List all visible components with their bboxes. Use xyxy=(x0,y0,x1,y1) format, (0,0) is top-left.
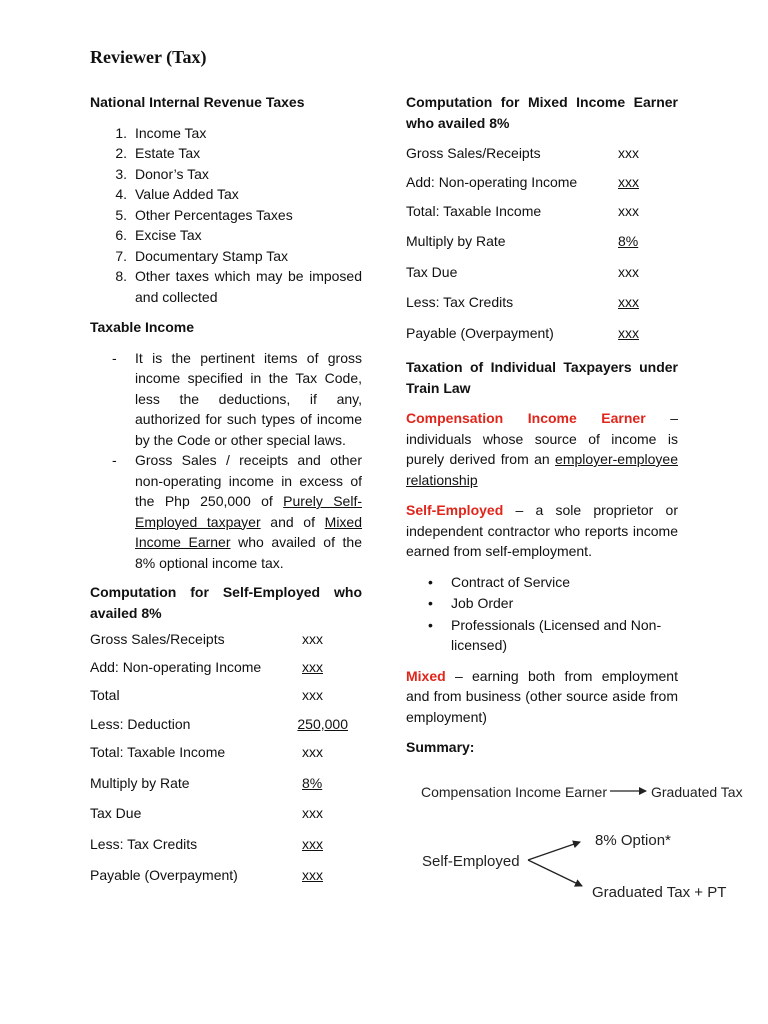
comp-row: Total: Taxable Income xxx xyxy=(90,744,323,760)
taxable-income-heading: Taxable Income xyxy=(90,319,195,335)
compensation-definition: Compensation Income Earner – individuals whose source of income is purely derived from an employer-employee relationship xyxy=(406,410,678,488)
list-item: 1. Income Tax xyxy=(115,124,207,141)
comp-row: Add: Non-operating Income xxx xyxy=(90,659,323,675)
list-item: - It is the pertinent items of gross income specified in the Tax Code, less the deductions, if any, authorized for such types of income by the Code or other special laws. xyxy=(112,349,362,448)
right-column xyxy=(406,92,678,758)
nirt-heading: National Internal Revenue Taxes xyxy=(90,94,305,110)
comp-row: Payable (Overpayment) xxx xyxy=(406,325,639,341)
graduated-tax-pt-label: Graduated Tax + PT xyxy=(592,884,727,901)
comp-row: Less: Deduction 250,000 xyxy=(90,716,348,732)
comp-row: Gross Sales/Receipts xxx xyxy=(90,631,323,647)
self-employed-list xyxy=(406,572,678,656)
nirt-list xyxy=(90,123,362,308)
list-item: 7. Documentary Stamp Tax xyxy=(115,247,289,264)
list-item: 4. Value Added Tax xyxy=(115,186,239,202)
self-employed-comp-heading: Computation for Self-Employed who availed 8% xyxy=(90,584,362,621)
comp-row: Less: Tax Credits xxx xyxy=(90,836,323,852)
comp-row: Multiply by Rate 8% xyxy=(406,233,639,249)
self-employed-term: Self-Employed xyxy=(406,502,504,518)
comp-row: Tax Due xxx xyxy=(406,264,639,280)
list-item: • Contract of Service xyxy=(428,573,571,590)
list-item: - Gross Sales / receipts and other non-operating income in excess of the Php 250,000 of Purely Self-Employed taxpayer and of Mixed Income Earner who availed of the 8% optional income tax. xyxy=(112,452,363,571)
self-employed-definition: Self-Employed – a sole proprietor or independent contractor who reports income earned from self-employment. xyxy=(406,502,678,559)
mixed-computation xyxy=(406,143,678,351)
purely-self-employed-term: Purely Self-Employed taxpayer xyxy=(135,493,362,530)
comp-row: Total xxx xyxy=(90,687,323,703)
document-title: Reviewer (Tax) xyxy=(90,47,207,67)
train-heading: Taxation of Individual Taxpayers under Train Law xyxy=(406,359,678,396)
comp-row: Gross Sales/Receipts xxx xyxy=(406,145,639,161)
list-item: 3. Donor’s Tax xyxy=(115,165,209,182)
comp-row: Multiply by Rate 8% xyxy=(90,775,323,791)
compensation-earner-label: Compensation Income Earner xyxy=(421,784,607,800)
list-item: • Professionals (Licensed and Non-licensed) xyxy=(428,616,662,653)
self-employed-label: Self-Employed xyxy=(422,853,520,870)
comp-row: Add: Non-operating Income xxx xyxy=(406,174,639,190)
taxable-income-list xyxy=(90,348,362,574)
list-item: 6. Excise Tax xyxy=(115,227,202,243)
list-item: • Job Order xyxy=(428,595,514,611)
eight-percent-option-label: 8% Option* xyxy=(595,832,671,849)
mixed-term: Mixed xyxy=(406,667,446,684)
graduated-tax-label: Graduated Tax xyxy=(651,784,743,800)
comp-row: Total: Taxable Income xxx xyxy=(406,203,639,219)
mixed-comp-heading: Computation for Mixed Income Earner who availed 8% xyxy=(406,94,678,131)
arrow-up-right-icon xyxy=(528,842,580,860)
mixed-income-earner-term: Mixed Income Earner xyxy=(135,513,363,550)
list-item: 8. Other taxes which may be imposed and collected xyxy=(115,268,362,305)
list-item: 2. Estate Tax xyxy=(115,145,201,161)
compensation-term: Compensation Income Earner xyxy=(406,410,646,426)
comp-row: Less: Tax Credits xxx xyxy=(406,294,639,310)
self-employed-computation xyxy=(90,629,362,893)
arrow-down-right-icon xyxy=(528,860,582,886)
summary-diagram xyxy=(406,768,756,908)
list-item: 5. Other Percentages Taxes xyxy=(115,206,293,223)
mixed-definition: Mixed – earning both from employment and from business (other source aside from employment) xyxy=(406,667,678,725)
summary-heading: Summary: xyxy=(406,739,475,755)
left-column xyxy=(90,92,362,893)
comp-row: Tax Due xxx xyxy=(90,805,323,821)
comp-row: Payable (Overpayment) xxx xyxy=(90,867,323,883)
